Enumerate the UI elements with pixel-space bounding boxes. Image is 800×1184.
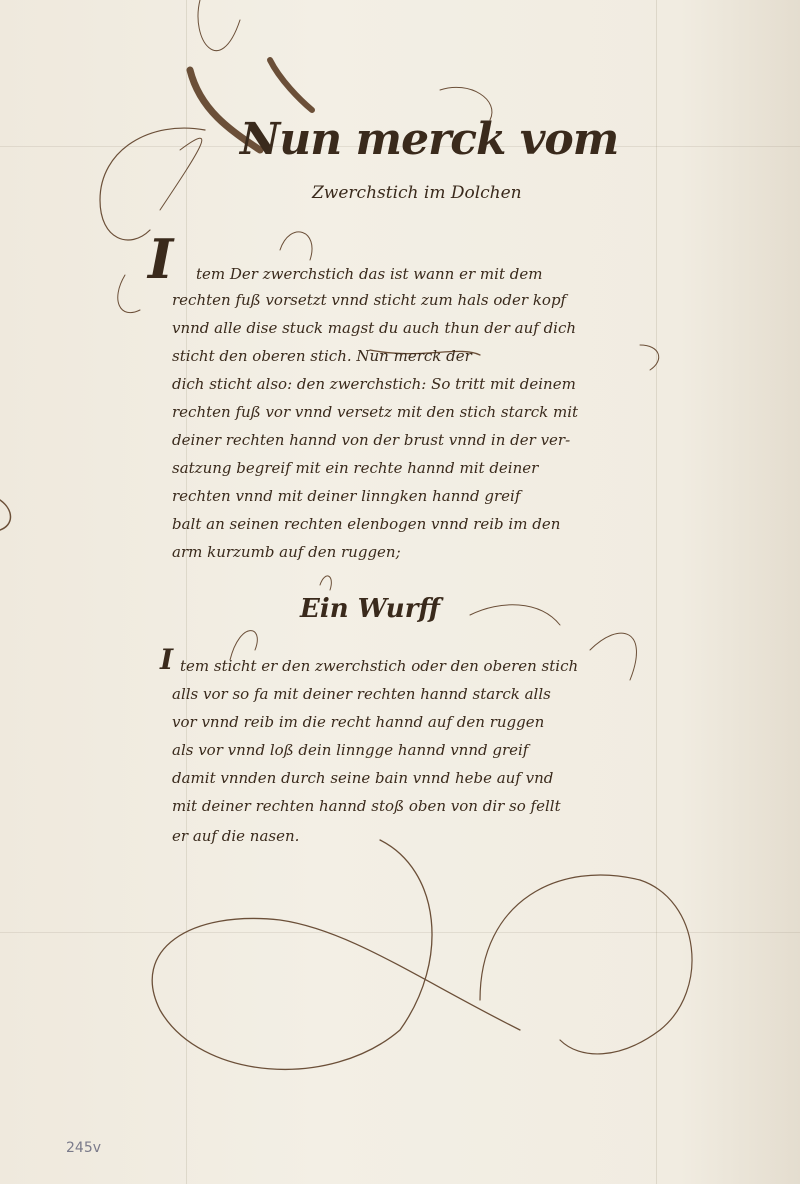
text-line: tem sticht er den zwerchstich oder den oberen stich	[180, 657, 579, 675]
section-heading: Ein Wurff	[300, 594, 440, 624]
text-line: rechten fuß vor vnnd versetz mit den stich starck mit	[172, 403, 579, 421]
text-line: tem Der zwerchstich das ist wann er mit dem	[196, 265, 543, 283]
text-line: mit deiner rechten hannd stoß oben von dir so fellt	[172, 797, 561, 815]
text-line: rechten fuß vorsetzt vnnd sticht zum hals oder kopf	[172, 291, 567, 309]
text-line: alls vor so fa mit deiner rechten hannd starck alls	[172, 685, 551, 703]
text-line: als vor vnnd loß dein linngge hannd vnnd greif	[172, 741, 529, 759]
text-line: sticht den oberen stich. Nun merck der	[172, 347, 472, 365]
text-line: er auf die nasen.	[172, 827, 300, 845]
text-line: vnnd alle dise stuck magst du auch thun der auf dich	[172, 319, 577, 337]
page-subtitle: Zwerchstich im Dolchen	[312, 183, 522, 203]
text-line: damit vnnden durch seine bain vnnd hebe auf vnd	[172, 769, 554, 787]
page-title: Nun merck vom	[240, 114, 619, 165]
text-line: arm kurzumb auf den ruggen;	[172, 543, 401, 561]
decorated-initial: I	[160, 643, 174, 676]
text-line: vor vnnd reib im die recht hannd auf den ruggen	[172, 713, 545, 731]
text-line: balt an seinen rechten elenbogen vnnd reib im den	[172, 515, 561, 533]
ruling-line	[0, 932, 800, 933]
folio-number: 245v	[66, 1140, 102, 1156]
decorated-initial: I	[148, 227, 174, 291]
text-line: dich sticht also: den zwerchstich: So tritt mit deinem	[172, 375, 576, 393]
ruling-line	[656, 0, 657, 1184]
text-line: rechten vnnd mit deiner linngken hannd greif	[172, 487, 521, 505]
text-line: deiner rechten hannd von der brust vnnd in der ver-	[172, 431, 571, 449]
text-line: satzung begreif mit ein rechte hannd mit deiner	[172, 459, 539, 477]
ruling-line	[186, 0, 187, 1184]
